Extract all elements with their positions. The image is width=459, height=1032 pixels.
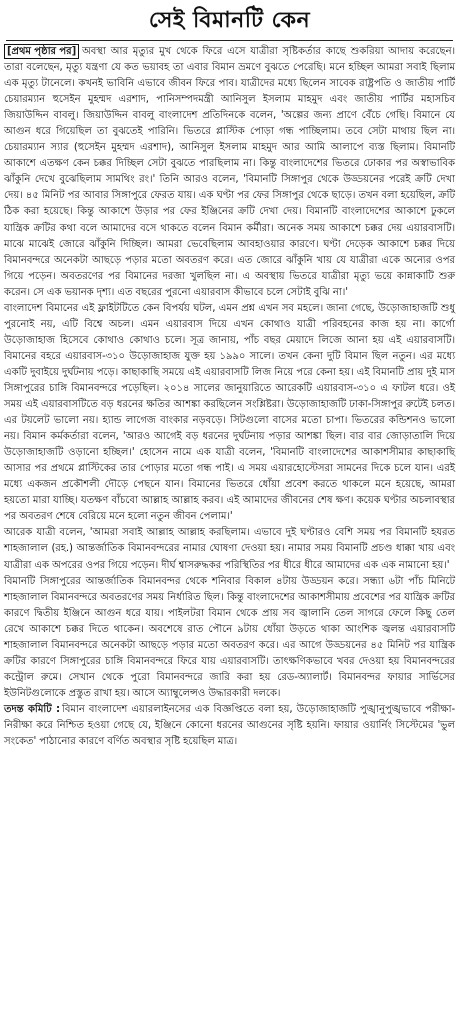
article-paragraph: [4, 574, 455, 702]
paragraph-text: বাংলাদেশ বিমানের এই ফ্লাইটটিতে কেন বিপর্যয় ঘটল, এমন প্রশ্ন এখন সব মহলে। জানা গেছে, উড়োজাহাজটি শুধু পুরনোই নয়, এটি বিশ্বে অচল। এমন এয়ারবাস দিয়ে এখন কোথাও যাত্রী পরিবহনের কাজ হয় না। কার্গো উড়োজাহাজ হিসেবে কোথাও কোথাও চলে। সূত্র জানায়, পাঁচ বছর মেয়াদে লিজে আনা হয় এই এয়ারবাসটি। বিমানের বহরে এয়ারবাস-৩১০ উড়োজাহাজ যুক্ত হয় ১৯৯০ সালে। তখন কেনা দুটি বিমান ছিল নতুন। এর মধ্যে একটি দুবাইয়ে দুর্ঘটনায় পড়ে। কাছাকাছি সময়ে এই এয়ারবাসটি লিজ নিয়ে পরে কেনা হয়। এই বিমানটি প্রায় দুই মাস সিঙ্গাপুরের চাঙ্গি বিমানবন্দরে পড়েছিল। ২০১৪ সালের জানুয়ারিতে আরেকটি এয়ারবাস-৩১০ এ ফাটল ধরে। ওই সময় এই এয়ারবাসটিতে বড় ধরনের ক্ষতির আশঙ্কা করছিলেন সংশ্লিষ্টরা। উড়োজাহাজটি ঢাকা-সিঙ্গাপুর রুটেই চলত। এর টয়লেট ভালো নয়। হ্যান্ড লাগেজ বাংকার নড়বড়ে। সিটগুলো বাসের মতো চাপা। ভিতরের কন্ডিশনও ভালো নয়। বিমান কর্মকর্তারা বলেন, 'আরও আগেই বড় ধরনের দুর্ঘটনায় পড়ার আশঙ্কা ছিল। বার বার জোড়াতালি দিয়ে উড়োজাহাজটি ওড়ানো হচ্ছিল।' হোসেন নামে এক যাত্রী বলেন, 'বিমানটি বাংলাদেশের আকাশসীমার কাছাকাছি আসার পর প্রথমে প্লাস্টিকের তার পোড়ার মতো গন্ধ পাই। এ সময় এয়ারহোস্টেসরা সামনের দিকে চলে যান। এরই মধ্যে একজন প্রকৌশলী দৌড়ে পেছনে যান। বিমানের ভিতরে ধোঁয়া প্রবেশ করতে থাকলে মনে হয়েছে, আমরা হয়তো মারা যাচ্ছি। যতক্ষণ বাঁচবো আল্লাহ আল্লাহ করব। এই আমাদের জীবনের শেষ ক্ষণ। কয়েক ঘণ্টার অচলাবস্থার পর অবতরণ শেষে বেরিয়ে মনে হলো নতুন জীবন পেলাম।': [4, 302, 455, 523]
paragraph-text: আরেক যাত্রী বলেন, 'আমরা সবাই আল্লাহ আল্লাহ করছিলাম। এভাবে দুই ঘণ্টারও বেশি সময় পর বিমানটি হযরত শাহজালাল (রহ.) আন্তর্জাতিক বিমানবন্দরের নামার ঘোষণা দেওয়া হয়। নামার সময় বিমানটি প্রচণ্ড ধাক্কা খায় এবং যাত্রীরা এক অপরের ওপর গিয়ে পড়েন। দীর্ঘ শ্বাসরুদ্ধকর পরিস্থিতির পর ধীরে ধীরে আমাদের এক এক নামানো হয়।': [4, 527, 455, 571]
paragraph-text: বিমান বাংলাদেশ এয়ারলাইনসের এক বিজ্ঞপ্তিতে বলা হয়, উড়োজাহাজটি পুঙ্খানুপুঙ্খভাবে পরীক্ষা-নিরীক্ষা করে নিশ্চিত হওয়া গেছে যে, ইঞ্জিনে কোনো ধরনের আগুনের সৃষ্টি হয়নি। ফায়ার ওয়ার্নিং সিস্টেমের 'ভুল সংকেত' পাঠানোর কারণে বর্ণিত অবস্থার সৃষ্টি হয়েছিল মাত্র।: [4, 703, 456, 748]
article-body: [4, 44, 455, 750]
subheading-inquiry-committee: তদন্ত কমিটি :: [4, 703, 60, 715]
headline-underline: [6, 40, 453, 41]
paragraph-text: অবস্থা আর মৃত্যুর মুখ থেকে ফিরে এসে যাত্রীরা সৃষ্টিকর্তার কাছে শুকরিয়া আদায় করেছেন। তারা বলেছেন, মৃত্যু যন্ত্রণা যে কত ভয়াবহ তা এবার বিমান ভ্রমণে বুঝতে পেরেছি। মনে হচ্ছিল আমরা সবাই ছিলাম এক মৃত্যু টানেলে। কখনই ভাবিনি এভাবে জীবন ফিরে পাব। যাত্রীদের মধ্যে ছিলেন সাবেক রাষ্ট্রপতি ও জাতীয় পার্টি চেয়ারম্যান হুসেইন মুহম্মদ এরশাদ, পানিসম্পদমন্ত্রী আনিসুল ইসলাম মাহমুদ এবং জাতীয় পার্টির মহাসচিব জিয়াউদ্দিন বাবলু। জিয়াউদ্দিন বাবলু বাংলাদেশ প্রতিদিনকে বলেন, 'অল্পের জন্য প্রাণে বেঁচে গেছি। বিমানে যে আগুন ধরে গিয়েছিল তা বুঝতেই পারিনি। ভিতরে প্লাস্টিক পোড়া গন্ধ পাচ্ছিলাম। তবে সেটা মাথায় ছিল না। চেয়ারম্যান স্যার (হুসেইন মুহম্মদ এরশাদ), আনিসুল ইসলাম মাহমুদ আর আমি আলাপে ব্যস্ত ছিলাম। বিমানটি আকাশে এতক্ষণ কেন চক্কর দিচ্ছিল সেটা বুঝতে পারছিলাম না। কিন্তু বাংলাদেশের ভিতরে ঢোকার পর অস্বাভাবিক ঝাঁকুনি দেখে বুঝেছিলাম সামথিং রং।' তিনি আরও বলেন, 'বিমানটি সিঙ্গাপুর থেকে উড্ডয়নের পরেই ক্রটি দেখা দেয়। ৪৫ মিনিট পর আবার সিঙ্গাপুরে ফেরত যায়। এক ঘণ্টা পর ফের সিঙ্গাপুর থেকে ছাড়ে। তখন বলা হয়েছিল, ক্রটি ঠিক করা হয়েছে। কিন্তু আকাশে উড়ার পর ফের ইঞ্জিনের ক্রটি দেখা দেয়। বিমানটি বাংলাদেশের আকাশে ঢুকলে যান্ত্রিক ক্রটির কথা বলে আমাদের বসে থাকতে বলেন বিমান কর্মীরা। অনেক সময় আকাশে চক্কর দেয় এয়ারবাসটি। মাঝে মাঝেই জোরে ঝাঁকুনি দিচ্ছিল। আমরা ভেবেছিলাম আবহাওয়ার কারণে। ঘণ্টা দেড়েক আকাশে চক্কর দিয়ে বিমানবন্দরে অনেকটা আছড়ে পড়ার মতো অবতরণ করে। এত জোরে ঝাঁকুনি খায় যে যাত্রীরা একে অন্যের ওপর গিয়ে পড়েন। অবতরণের পর বিমানের দরজা খুলছিল না। এ অবস্থায় ভিতরে যাত্রীরা মৃত্যু ভয়ে কান্নাকাটি শুরু করেন। সে এক ভয়ানক দৃশ্য। এত বছরের পুরনো এয়ারবাস কীভাবে চলে সেটাই বুঝি না।': [4, 46, 455, 298]
headline-block: [4, 4, 455, 42]
article-paragraph: [4, 301, 455, 526]
continuation-label: [প্রথম পৃষ্ঠার পর]: [4, 44, 79, 59]
article-paragraph: [4, 525, 455, 573]
article-paragraph: [4, 702, 455, 750]
headline: সেই বিমানটি কেন: [148, 8, 311, 33]
article-paragraph: [4, 44, 455, 301]
paragraph-text: বিমানটি সিঙ্গাপুরের আন্তর্জাতিক বিমানবন্দর থেকে শনিবার বিকাল ৪টায় উড্ডয়ন করে। সন্ধ্যা ৬টা পাঁচ মিনিটে শাহজালাল বিমানবন্দরে অবতরণের সময় নির্ধারিত ছিল। কিন্তু বাংলাদেশের আকাশসীমায় প্রবেশের পর যান্ত্রিক ক্রটির কারণে দ্বিতীয় ইঞ্জিনে আগুন ধরে যায়। পাইলটরা বিমান থেকে প্রায় সব জ্বালানি তেল সাগরে ফেলে কিছু তেল রেখে আকাশে চক্কর দিতে থাকেন। অবশেষে রাত পৌনে ৯টায় ধোঁয়া উড়তে থাকা আংশিক জ্বলন্ত এয়ারবাসটি শাহজালাল বিমানবন্দরে অনেকটা আছড়ে পড়ার মতো অবতরণ করে। এর আগে উড্ডয়নের ৪৫ মিনিট পর যান্ত্রিক ক্রটির কারণে সিঙ্গাপুরের চাঙ্গি বিমানবন্দরে ফিরে যায় এয়ারবাসটি। তাৎক্ষণিকভাবে খবর দেওয়া হয় বিমানবন্দরের কন্ট্রোল রুমে। সেখান থেকে পুরো বিমানবন্দরে জারি করা হয় রেড-অ্যালার্ট। বিমানবন্দর ফায়ার সার্ভিসের ইউনিটগুলোকে প্রস্তুত রাখা হয়। আসে অ্যাম্বুলেন্সও উদ্ধারকারী দলকে।: [4, 575, 455, 699]
